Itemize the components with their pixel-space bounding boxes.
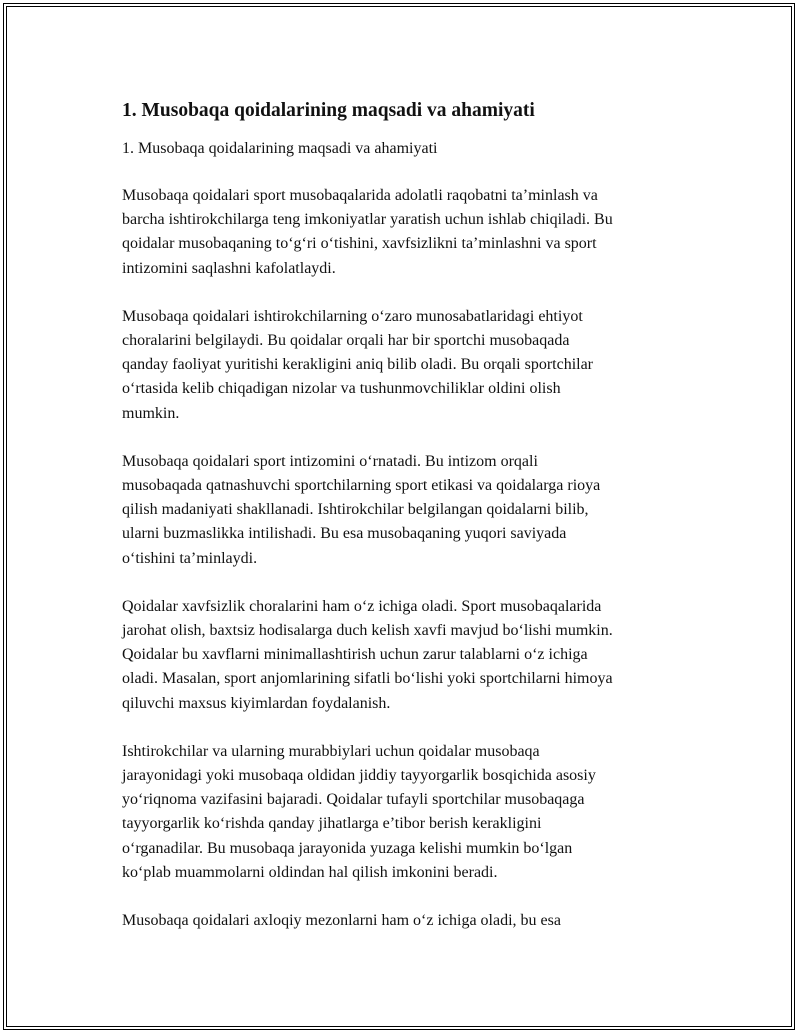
text-line: tayyorgarlik ko‘rishda qanday jihatlarga e’tibor berish kerakligini bbox=[122, 815, 542, 833]
text-line: Ishtirokchilar va ularning murabbiylari uchun qoidalar musobaqa bbox=[122, 742, 540, 760]
text-line: ko‘plab muammolarni oldindan hal qilish imkonini beradi. bbox=[122, 863, 498, 881]
paragraph-5 bbox=[122, 740, 692, 885]
text-line: o‘rtasida kelib chiqadigan nizolar va tushunmovchiliklar oldini olish bbox=[122, 380, 561, 398]
text-line: choralarini belgilaydi. Bu qoidalar orqali har bir sportchi musobaqada bbox=[122, 332, 570, 350]
text-line: qilish madaniyati shakllanadi. Ishtirokchilar belgilangan qoidalarni bilib, bbox=[122, 501, 589, 519]
document-heading: 1. Musobaqa qoidalarining maqsadi va ahamiyati bbox=[122, 100, 535, 121]
text-line: musobaqada qatnashuvchi sportchilarning sport etikasi va qoidalarga rioya bbox=[122, 477, 601, 495]
text-line: Musobaqa qoidalari sport musobaqalarida adolatli raqobatni ta’minlash va bbox=[122, 187, 598, 204]
text-line: Qoidalar xavfsizlik choralarini ham o‘z ichiga oladi. Sport musobaqalarida bbox=[122, 597, 602, 615]
text-line: intizomini saqlashni kafolatlaydi. bbox=[122, 259, 336, 277]
paragraph-3 bbox=[122, 450, 692, 571]
page-frame bbox=[3, 3, 795, 1030]
paragraph-1 bbox=[122, 184, 692, 281]
text-line: Musobaqa qoidalari ishtirokchilarning o‘zaro munosabatlaridagi ehtiyot bbox=[122, 307, 583, 325]
text-line: Qoidalar bu xavflarni minimallashtirish uchun zarur talablarni o‘z ichiga bbox=[122, 646, 588, 664]
text-line: ularni buzmaslikka intilishadi. Bu esa musobaqaning yuqori saviyada bbox=[122, 525, 567, 543]
text-line: qiluvchi maxsus kiyimlardan foydalanish. bbox=[122, 694, 391, 712]
document-body bbox=[122, 98, 692, 957]
text-line: mumkin. bbox=[122, 404, 180, 422]
text-line: jarayonidagi yoki musobaqa oldidan jiddiy tayyorgarlik bosqichida asosiy bbox=[122, 767, 596, 785]
text-line: yo‘riqnoma vazifasini bajaradi. Qoidalar tufayli sportchilar musobaqaga bbox=[122, 791, 585, 809]
text-line: Musobaqa qoidalari sport intizomini o‘rnatadi. Bu intizom orqali bbox=[122, 452, 538, 470]
text-line: oladi. Masalan, sport anjomlarining sifatli bo‘lishi yoki sportchilarni himoya bbox=[122, 670, 613, 688]
text-line: o‘rganadilar. Bu musobaqa jarayonida yuzaga kelishi mumkin bo‘lgan bbox=[122, 839, 573, 857]
text-line: qoidalar musobaqaning to‘g‘ri o‘tishini, xavfsizlikni ta’minlashni va sport bbox=[122, 235, 597, 253]
paragraph-6 bbox=[122, 909, 692, 933]
paragraph-2 bbox=[122, 305, 692, 426]
text-line: o‘tishini ta’minlaydi. bbox=[122, 549, 258, 567]
text-line: Musobaqa qoidalari axloqiy mezonlarni ham o‘z ichiga oladi, bu esa bbox=[122, 912, 561, 930]
text-line: barcha ishtirokchilarga teng imkoniyatlar yaratish uchun ishlab chiqiladi. Bu bbox=[122, 211, 613, 229]
text-line: jarohat olish, baxtsiz hodisalarga duch kelish xavfi mavjud bo‘lishi mumkin. bbox=[122, 622, 613, 640]
document-subheading: 1. Musobaqa qoidalarining maqsadi va ahamiyati bbox=[122, 140, 438, 157]
paragraph-4 bbox=[122, 595, 692, 716]
text-line: qanday faoliyat yuritishi kerakligini aniq bilib oladi. Bu orqali sportchilar bbox=[122, 356, 594, 374]
